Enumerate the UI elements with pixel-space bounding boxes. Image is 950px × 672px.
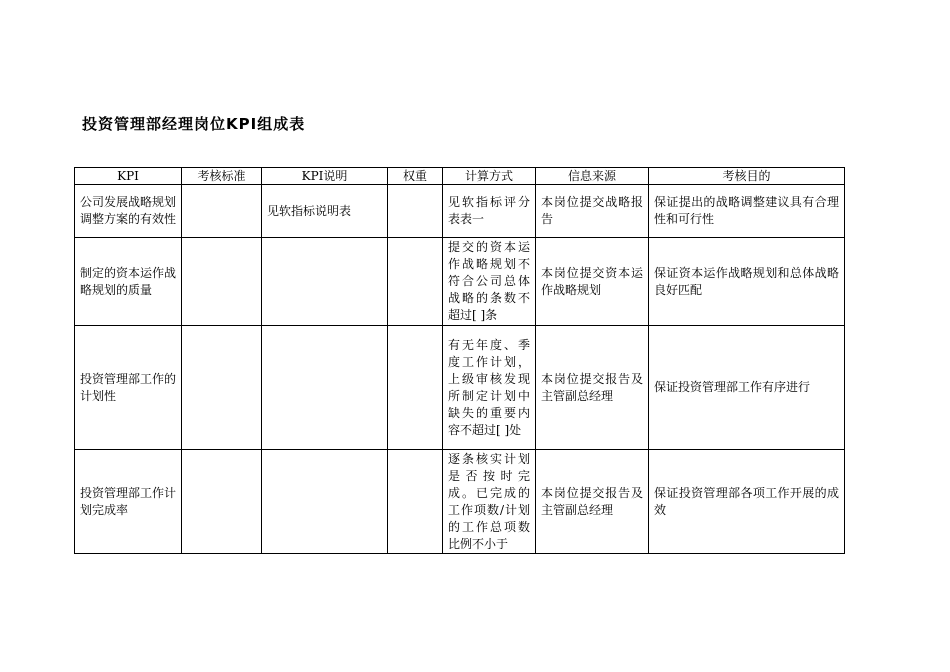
header-weight: 权重 <box>388 168 443 185</box>
standard-cell <box>182 326 262 450</box>
table-row <box>75 450 845 554</box>
table-row <box>75 326 845 450</box>
header-kpi: KPI <box>75 168 182 185</box>
header-calculation: 计算方式 <box>443 168 536 185</box>
table-header-row <box>75 168 845 185</box>
standard-cell <box>182 450 262 554</box>
header-source: 信息来源 <box>536 168 649 185</box>
standard-cell <box>182 238 262 326</box>
table-row <box>75 238 845 326</box>
explanation-cell: 见软指标说明表 <box>262 185 388 238</box>
source-cell: 本岗位提交报告及主管副总经理 <box>536 326 649 450</box>
explanation-cell <box>262 326 388 450</box>
header-explanation: KPI说明 <box>262 168 388 185</box>
calculation-cell: 有无年度、季度工作计划，上级审核发现所制定计划中缺失的重要内容不超过[ ]处 <box>443 326 536 450</box>
weight-cell <box>388 238 443 326</box>
weight-cell <box>388 450 443 554</box>
kpi-cell: 公司发展战略规划调整方案的有效性 <box>75 185 182 238</box>
calculation-cell: 见软指标评分表表一 <box>443 185 536 238</box>
purpose-cell: 保证资本运作战略规划和总体战略良好匹配 <box>649 238 845 326</box>
table-row <box>75 185 845 238</box>
weight-cell <box>388 185 443 238</box>
weight-cell <box>388 326 443 450</box>
calculation-cell: 逐条核实计划是否按时完成。已完成的工作项数/计划的工作总项数比例不小于 <box>443 450 536 554</box>
explanation-cell <box>262 238 388 326</box>
document-title: 投资管理部经理岗位KPI组成表 <box>82 115 306 133</box>
kpi-cell: 投资管理部工作的计划性 <box>75 326 182 450</box>
header-standard: 考核标准 <box>182 168 262 185</box>
standard-cell <box>182 185 262 238</box>
purpose-cell: 保证投资管理部工作有序进行 <box>649 326 845 450</box>
source-cell: 本岗位提交报告及主管副总经理 <box>536 450 649 554</box>
purpose-cell: 保证提出的战略调整建议具有合理性和可行性 <box>649 185 845 238</box>
source-cell: 本岗位提交资本运作战略规划 <box>536 238 649 326</box>
explanation-cell <box>262 450 388 554</box>
kpi-cell: 制定的资本运作战略规划的质量 <box>75 238 182 326</box>
header-purpose: 考核目的 <box>649 168 845 185</box>
kpi-cell: 投资管理部工作计划完成率 <box>75 450 182 554</box>
calculation-cell: 提交的资本运作战略规划不符合公司总体战略的条数不超过[ ]条 <box>443 238 536 326</box>
purpose-cell: 保证投资管理部各项工作开展的成效 <box>649 450 845 554</box>
source-cell: 本岗位提交战略报告 <box>536 185 649 238</box>
kpi-table <box>74 167 845 554</box>
